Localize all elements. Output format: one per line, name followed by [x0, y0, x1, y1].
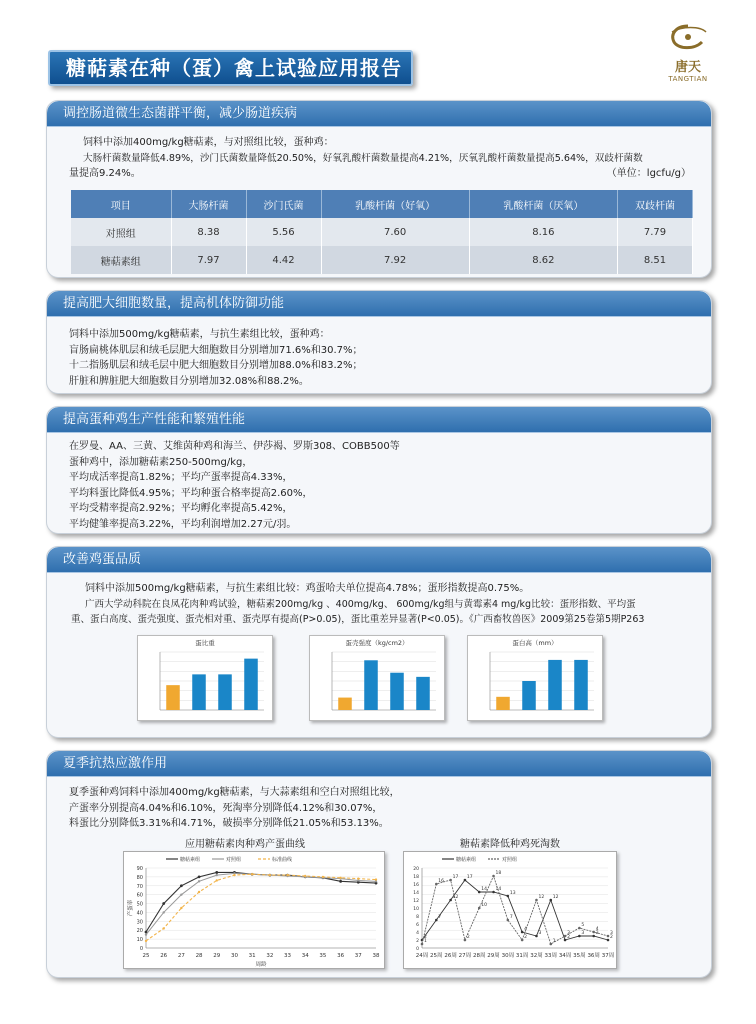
section-mast-cells [46, 290, 712, 394]
table-cell: 8.62 [469, 246, 617, 274]
y-tick-label: 0 [139, 946, 143, 952]
y-tick-label: 50 [136, 901, 143, 908]
data-point [216, 874, 218, 876]
section-heat-stress [46, 750, 712, 978]
x-tick-label: 34 [301, 953, 309, 959]
page-title: 糖萜素在种（蛋）禽上试验应用报告 [66, 56, 402, 80]
legend-label: 标准曲线 [272, 857, 293, 863]
table-cell: 7.97 [171, 246, 246, 274]
section-production-performance [46, 406, 712, 534]
chart-title: 蛋壳强度（kg/cm2） [345, 639, 409, 647]
section-text: 广西大学动科院在良凤花肉种鸡试验，糖萜素200mg/kg 、400mg/kg、 600mg/kg组与黄霉素4 mg/kg比较：蛋形指数、平均蛋 [85, 598, 636, 610]
data-label: 7 [509, 915, 513, 920]
data-point [549, 899, 552, 902]
section-text: 饲料中添加400mg/kg糖萜素，与对照组比较，蛋种鸡： [83, 137, 334, 148]
logo-en-text: TANGTIAN [668, 75, 708, 83]
data-point [492, 891, 495, 894]
data-label: 3 [581, 931, 585, 936]
page-title-banner [48, 50, 413, 86]
table-header-cell: 乳酸杆菌（厌氧） [469, 190, 617, 218]
section-text: 十二指肠肌层和绒毛层中肥大细胞数目分别增加88.0%和83.2%； [69, 360, 363, 371]
x-tick-label: 25 [142, 953, 150, 959]
x-tick-label: 28 [195, 953, 203, 959]
x-tick-label: 27 [177, 953, 185, 959]
section-text: 大肠杆菌数量降低4.89%，沙门氏菌数量降低20.50%，好氧乳酸杆菌数量提高4.21%，厌氧乳酸杆菌数量提高5.64%，双歧杆菌数 [83, 152, 643, 164]
section-text: 平均成活率提高1.82%；平均产蛋率提高4.33%， [69, 472, 293, 483]
data-point [145, 940, 147, 942]
y-tick-label: 90 [136, 866, 143, 872]
data-point [162, 902, 165, 905]
x-tick-label: 30 [230, 953, 238, 959]
x-tick-label: 27周 [458, 953, 472, 959]
logo-text: 唐天 [674, 60, 701, 75]
x-tick-label: 31周 [515, 953, 529, 959]
y-tick-label: 2 [416, 939, 419, 944]
data-label: 10 [481, 903, 487, 908]
y-tick-label: 20 [136, 928, 143, 935]
section-text: 在罗曼、AA、三黄、艾维茵种鸡和海兰、伊莎褐、罗斯308、COBB500等 [69, 441, 400, 452]
data-point [180, 907, 182, 909]
x-tick-label: 24周 [415, 953, 429, 959]
data-point [521, 931, 524, 934]
chart-plot [468, 636, 604, 722]
y-tick-label: 30 [136, 919, 143, 926]
table-cell: 对照组 [71, 218, 171, 246]
y-tick-label: 4 [416, 931, 419, 936]
section-text: 产蛋率分别提高4.04%和6.10%，死淘率分别降低4.12%和30.07%， [69, 802, 383, 814]
x-tick-label: 34周 [558, 953, 572, 959]
table-header-row [71, 190, 693, 218]
data-point [145, 933, 147, 935]
table-header-cell: 项目 [71, 190, 171, 218]
data-point [564, 935, 567, 938]
section-text: 平均受精率提高2.92%；平均孵化率提高5.42%， [69, 503, 293, 514]
data-label: 2 [466, 935, 470, 940]
data-point [375, 878, 377, 880]
table-cell: 5.56 [246, 218, 321, 246]
data-label: 4 [595, 927, 599, 932]
table-cell: 7.60 [321, 218, 469, 246]
y-tick-label: 70 [136, 883, 143, 890]
bar [522, 681, 536, 710]
data-label: 18 [495, 871, 502, 876]
data-point [492, 875, 495, 878]
eggshell-strength-chart [309, 635, 445, 721]
table-row [71, 218, 693, 246]
section-egg-quality [46, 546, 712, 738]
logo-swoosh-icon [666, 22, 710, 52]
data-label: 2 [424, 935, 427, 940]
data-label: 5 [581, 923, 585, 928]
chart-title: 蛋白高（mm） [512, 639, 558, 647]
x-tick-label: 25周 [430, 953, 443, 959]
legend-label: 糖萜素组 [456, 857, 477, 863]
egg-specific-gravity-chart [137, 635, 273, 721]
data-point [592, 931, 595, 934]
bar [574, 660, 588, 710]
data-label: 2 [567, 935, 570, 940]
series-line [146, 873, 376, 934]
y-tick-label: 80 [136, 874, 143, 881]
chart-title: 糖萜素降低种鸡死淘数 [460, 839, 560, 850]
section-text: 夏季蛋种鸡饲料中添加400mg/kg糖萜素，与大蒜素组和空白对照组比较， [69, 787, 400, 798]
data-point [478, 907, 481, 910]
data-point [180, 893, 182, 895]
table-header-cell: 大肠杆菌 [171, 190, 246, 218]
x-tick-label: 38 [372, 953, 380, 959]
x-tick-label: 26 [160, 953, 168, 959]
data-point [592, 935, 595, 938]
table-row [71, 246, 693, 274]
x-tick-label: 30周 [501, 953, 515, 959]
table-header-cell: 乳酸杆菌（好氧） [321, 190, 469, 218]
data-label: 12 [452, 895, 459, 900]
y-tick-label: 20 [413, 867, 419, 872]
data-point [304, 875, 306, 877]
table-header-cell: 双歧杆菌 [617, 190, 692, 218]
bar [364, 660, 378, 710]
section-title: 夏季抗热应激作用 [47, 751, 711, 777]
table-cell: 8.38 [171, 218, 246, 246]
chart-title: 应用糖萜素肉种鸡产蛋曲线 [185, 839, 305, 850]
series-line [422, 880, 608, 940]
data-point [578, 927, 581, 930]
section-text: 平均料蛋比降低4.95%；平均种蛋合格率提高2.60%， [69, 487, 313, 499]
bar [244, 659, 258, 710]
data-point [198, 880, 200, 882]
y-axis-label: 产蛋率 [128, 899, 134, 917]
x-tick-label: 28周 [472, 953, 486, 959]
data-label: 1 [552, 939, 556, 944]
data-label: 1 [424, 939, 427, 944]
data-point [607, 939, 610, 942]
x-tick-label: 33周 [544, 953, 558, 959]
section-text: 量提高9.24%。 [69, 168, 141, 179]
legend-label: 糖萜素组 [180, 857, 201, 863]
brand-logo [658, 22, 718, 86]
data-point [180, 884, 183, 887]
table-cell: 8.51 [617, 246, 692, 274]
data-point [357, 877, 359, 879]
data-point [162, 911, 164, 913]
data-point [198, 891, 200, 893]
bar [390, 673, 404, 710]
x-tick-label: 37周 [601, 953, 615, 959]
y-tick-label: 0 [416, 947, 419, 952]
legend-label: 对照组 [502, 857, 518, 863]
x-tick-label: 32周 [530, 953, 543, 959]
section-text: 盲肠扁桃体肌层和绒毛层肥大细胞数目分别增加71.6%和30.7%； [69, 344, 363, 356]
data-point [216, 879, 218, 881]
mortality-line-chart [403, 851, 617, 969]
y-tick-label: 12 [413, 899, 419, 904]
table-cell: 糖萜素组 [71, 246, 171, 274]
bar [416, 677, 430, 710]
data-point [564, 939, 567, 942]
data-point [535, 899, 538, 902]
data-label: 14 [495, 887, 502, 892]
section-text: 料蛋比分别降低3.31%和4.71%，破损率分别降低21.05%和53.13%。 [69, 818, 389, 829]
data-label: 3 [567, 931, 570, 936]
y-tick-label: 40 [136, 910, 143, 917]
data-point [286, 874, 288, 876]
x-tick-label: 33 [284, 953, 292, 959]
data-label: 13 [509, 891, 516, 896]
data-point [507, 919, 510, 922]
section-text: 重、蛋白高度、蛋壳强度、蛋壳相对重、蛋壳厚有提高(P>0.05)，蛋比重差异显著(P<0.05)。《广西畜牧兽医》2009第25卷第5期P263 [71, 614, 645, 625]
data-label: 3 [610, 931, 613, 936]
x-tick-label: 36 [337, 953, 345, 959]
bar [192, 674, 206, 710]
data-point [215, 871, 218, 874]
data-label: 16 [438, 879, 445, 884]
y-tick-label: 10 [413, 907, 419, 912]
data-point [269, 874, 271, 876]
data-point [198, 875, 201, 878]
x-tick-label: 29周 [487, 953, 500, 959]
data-point [464, 939, 467, 942]
data-point [233, 874, 235, 876]
data-label: 7 [438, 915, 442, 920]
x-axis-label: 周龄 [255, 962, 267, 968]
data-label: 3 [595, 931, 599, 936]
bar [166, 685, 180, 710]
albumen-height-chart [467, 635, 603, 721]
section-text: 饲料中添加500mg/kg糖萜素，与抗生素组比较：鸡蛋哈夫单位提高4.78%；蛋形指数提高0.75%。 [85, 583, 530, 594]
data-point [607, 935, 610, 938]
section-title: 调控肠道微生态菌群平衡，减少肠道疾病 [47, 101, 711, 127]
data-point [339, 880, 342, 883]
bar [548, 660, 562, 710]
section-text: 肝脏和脾脏肥大细胞数目分别增加32.08%和88.2%。 [69, 375, 309, 387]
chart-plot [124, 852, 384, 968]
series-line [422, 876, 608, 944]
section-text: 平均健雏率提高3.22%，平均利润增加2.27元/羽。 [69, 518, 297, 530]
bacteria-table [71, 190, 693, 274]
x-tick-label: 31 [248, 953, 256, 959]
y-tick-label: 18 [413, 875, 419, 880]
section-text: 蛋种鸡中，添加糖萜素250-500mg/kg， [69, 456, 253, 468]
chart-title: 蛋比重 [195, 639, 215, 647]
data-point [507, 895, 510, 898]
unit-label: （单位：lgcfu/g） [606, 168, 691, 179]
data-label: 12 [538, 895, 545, 900]
section-intestinal-flora [46, 100, 712, 278]
x-tick-label: 29 [213, 953, 221, 959]
data-label: 2 [524, 935, 528, 940]
section-title: 改善鸡蛋品质 [47, 547, 711, 573]
data-point [521, 939, 524, 942]
section-text: 饲料中添加500mg/kg糖萜素，与抗生素组比较，蛋种鸡： [69, 329, 330, 340]
data-point [478, 891, 481, 894]
section-title: 提高蛋种鸡生产性能和繁殖性能 [47, 407, 711, 433]
table-header-cell: 沙门氏菌 [246, 190, 321, 218]
table-cell: 7.79 [617, 218, 692, 246]
data-point [535, 935, 538, 938]
legend-label: 对照组 [226, 857, 242, 863]
chart-plot [404, 852, 616, 968]
data-point [435, 919, 438, 922]
table-cell: 4.42 [246, 246, 321, 274]
data-point [339, 877, 341, 879]
chart-plot [138, 636, 274, 722]
data-label: 17 [466, 875, 473, 880]
data-label: 2 [610, 935, 613, 940]
data-label: 3 [538, 931, 542, 936]
egg-production-line-chart [123, 851, 385, 969]
data-label: 17 [452, 875, 459, 880]
y-tick-label: 10 [136, 937, 143, 944]
bar [338, 698, 352, 710]
bar [496, 697, 510, 710]
chart-plot [310, 636, 446, 722]
data-point [578, 935, 581, 938]
x-tick-label: 26周 [444, 953, 457, 959]
table-cell: 7.92 [321, 246, 469, 274]
y-tick-label: 6 [416, 923, 419, 928]
data-point [421, 943, 424, 946]
x-tick-label: 37 [354, 953, 362, 959]
bar [218, 674, 232, 710]
x-tick-label: 32 [266, 953, 274, 959]
data-label: 12 [552, 895, 559, 900]
data-point [435, 883, 438, 886]
y-tick-label: 16 [413, 883, 419, 888]
data-point [251, 873, 253, 875]
x-tick-label: 35 [319, 953, 327, 959]
section-title: 提高肥大细胞数量，提高机体防御功能 [47, 291, 711, 317]
data-point [549, 943, 552, 946]
data-label: 4 [524, 927, 528, 932]
data-point [449, 879, 452, 882]
table-cell: 8.16 [469, 218, 617, 246]
x-tick-label: 35周 [573, 953, 586, 959]
data-label: 14 [481, 887, 487, 892]
x-tick-label: 36周 [587, 953, 600, 959]
data-point [449, 899, 452, 902]
data-point [464, 879, 467, 882]
y-tick-label: 14 [413, 891, 419, 896]
y-tick-label: 60 [136, 892, 143, 899]
data-point [162, 927, 164, 929]
data-point [322, 876, 324, 878]
y-tick-label: 8 [416, 915, 419, 920]
